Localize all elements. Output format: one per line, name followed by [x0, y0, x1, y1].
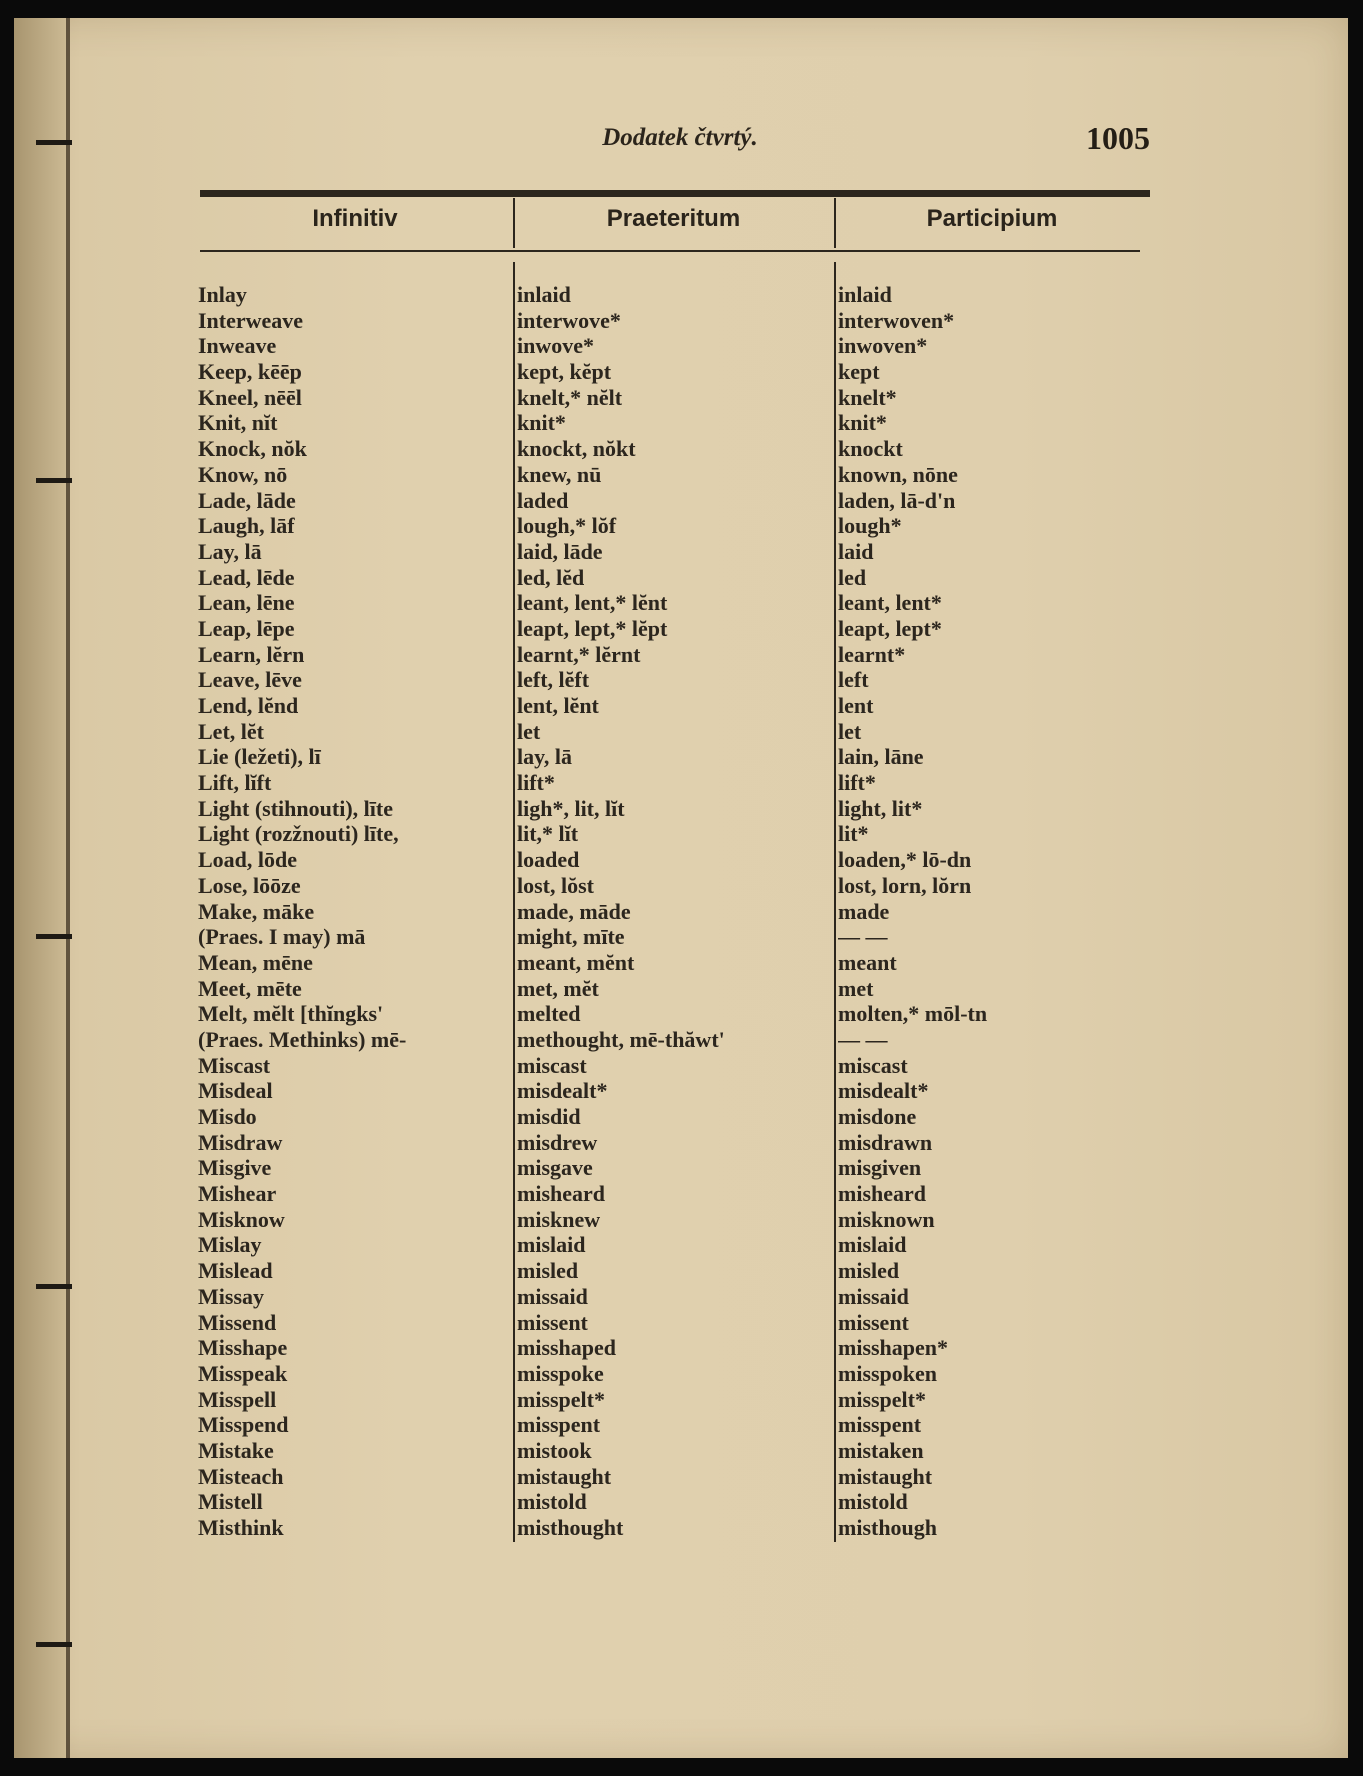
infinitiv-cell: Laugh, lāf [198, 513, 295, 539]
participium-cell: leant, lent* [838, 590, 942, 616]
infinitiv-cell: Misshape [198, 1335, 288, 1361]
participium-cell: lit* [838, 821, 869, 847]
participium-cell: lough* [838, 513, 902, 539]
infinitiv-cell: Load, lōde [198, 847, 298, 873]
participium-cell: missaid [838, 1283, 909, 1309]
praeteritum-cell: misspelt* [517, 1386, 605, 1412]
praeteritum-cell: inlaid [517, 282, 571, 307]
participium-cell: learnt* [838, 641, 906, 667]
participium-cell: led [838, 564, 867, 590]
column-header-participium: Participium [926, 205, 1058, 232]
infinitiv-cell: (Praes. Methinks) mē- [198, 1026, 407, 1052]
participium-cell: lift* [838, 770, 876, 796]
participium-cell: mistold [838, 1489, 908, 1515]
praeteritum-cell: lough,* lŏf [517, 513, 617, 539]
participium-cell: left [838, 667, 869, 693]
participium-cell: loaden,* lō-dn [838, 847, 972, 873]
infinitiv-cell: Misdraw [198, 1129, 283, 1155]
infinitiv-cell: (Praes. I may) mā [198, 924, 366, 950]
participium-cell: knelt* [838, 384, 897, 410]
column-divider [513, 198, 515, 248]
praeteritum-cell: leant, lent,* lĕnt [517, 590, 668, 616]
praeteritum-cell: loaded [517, 847, 580, 873]
binding-thread [36, 478, 72, 483]
participium-cell: misgiven [838, 1155, 922, 1181]
infinitiv-cell: Interweave [198, 307, 304, 333]
infinitiv-cell: Misteach [198, 1463, 284, 1489]
infinitiv-cell: Lean, lēne [198, 590, 295, 616]
praeteritum-cell: misdid [517, 1104, 581, 1129]
infinitiv-cell: Misspend [198, 1412, 289, 1438]
praeteritum-cell: mislaid [517, 1232, 586, 1258]
participium-cell: knockt [838, 436, 903, 462]
infinitiv-cell: Mislay [198, 1232, 262, 1258]
praeteritum-cell: miscast [517, 1052, 587, 1078]
infinitiv-cell: Leap, lēpe [198, 615, 295, 641]
participium-cell: knit* [838, 410, 887, 436]
praeteritum-cell: knew, nū [517, 461, 602, 487]
infinitiv-cell: Misgive [198, 1155, 272, 1181]
participium-cell: misdealt* [838, 1078, 929, 1104]
praeteritum-cell: misgave [517, 1155, 593, 1181]
page-number: 1005 [1086, 120, 1150, 156]
infinitiv-cell: Mistake [198, 1437, 274, 1463]
participium-cell: misheard [838, 1181, 926, 1207]
participium-cell: misspelt* [838, 1386, 926, 1412]
praeteritum-cell: misknew [517, 1206, 601, 1232]
praeteritum-cell: interwove* [517, 307, 621, 333]
infinitiv-cell: Missend [198, 1309, 277, 1335]
infinitiv-cell: Learn, lĕrn [198, 641, 305, 667]
participium-cell: met [838, 975, 874, 1001]
praeteritum-cell: misheard [517, 1181, 605, 1207]
binding-thread [36, 1284, 72, 1289]
infinitiv-cell: Know, nō [198, 461, 288, 487]
praeteritum-cell: melted [517, 1001, 581, 1027]
participium-cell: misthough [838, 1515, 938, 1540]
participium-cell: inwoven* [838, 333, 928, 359]
praeteritum-cell: lift* [517, 770, 555, 796]
participium-cell: miscast [838, 1052, 908, 1078]
column-header-praeteritum: Praeteritum [606, 205, 741, 232]
praeteritum-cell: lit,* lĭt [517, 821, 579, 847]
infinitiv-cell: Misdo [198, 1104, 257, 1129]
participium-cell: misknown [838, 1206, 935, 1232]
praeteritum-cell: might, mīte [517, 924, 625, 950]
infinitiv-cell: Kneel, nēēl [198, 384, 302, 410]
participium-cell: misdone [838, 1104, 917, 1129]
infinitiv-cell: Melt, mĕlt [thĭngks' [198, 1001, 384, 1027]
praeteritum-column [517, 282, 831, 1541]
infinitiv-cell: Lay, lā [198, 538, 262, 564]
praeteritum-cell: laded [517, 487, 569, 513]
participium-cell: let [838, 718, 862, 744]
infinitiv-cell: Inlay [198, 282, 247, 307]
praeteritum-cell: laid, lāde [517, 538, 603, 564]
praeteritum-cell: mistold [517, 1489, 587, 1515]
participium-cell: kept [838, 359, 880, 385]
praeteritum-cell: mistaught [517, 1463, 612, 1489]
infinitiv-cell: Mislead [198, 1258, 273, 1284]
infinitiv-cell: Lose, lōōze [198, 872, 301, 898]
participium-cell: laid [838, 538, 874, 564]
infinitiv-cell: Misdeal [198, 1078, 273, 1104]
column-divider [513, 262, 515, 1542]
participium-cell: misspoken [838, 1360, 938, 1386]
participium-cell: inlaid [838, 282, 892, 307]
infinitiv-cell: Lend, lĕnd [198, 693, 299, 718]
praeteritum-cell: misdrew [517, 1129, 598, 1155]
participium-cell: leapt, lept* [838, 615, 942, 641]
participium-cell: known, nōne [838, 461, 958, 487]
praeteritum-cell: knit* [517, 410, 566, 436]
infinitiv-cell: Mean, mēne [198, 949, 313, 975]
column-header-infinitiv: Infinitiv [312, 205, 398, 232]
praeteritum-cell: misled [517, 1258, 579, 1284]
participium-cell: meant [838, 949, 897, 975]
participium-cell: misdrawn [838, 1129, 933, 1155]
infinitiv-cell: Inweave [198, 333, 277, 359]
praeteritum-cell: misshaped [517, 1335, 617, 1361]
participium-cell: laden, lā-d'n [838, 487, 956, 513]
praeteritum-cell: methought, mē-thăwt' [517, 1026, 725, 1052]
infinitiv-cell: Leave, lēve [198, 667, 302, 693]
praeteritum-cell: inwove* [517, 333, 594, 359]
participium-cell: made [838, 898, 890, 924]
praeteritum-cell: made, māde [517, 898, 631, 924]
participium-cell: lost, lorn, lŏrn [838, 872, 972, 898]
participium-cell: mistaught [838, 1463, 933, 1489]
participium-cell: lain, lāne [838, 744, 924, 770]
infinitiv-cell: Misspell [198, 1386, 277, 1412]
table-header-rule [200, 250, 1140, 252]
praeteritum-cell: missaid [517, 1283, 588, 1309]
running-header: Dodatek čtvrtý. [602, 124, 758, 151]
infinitiv-cell: Knock, nŏk [198, 436, 307, 462]
praeteritum-cell: misthought [517, 1515, 624, 1540]
praeteritum-cell: lost, lŏst [517, 872, 594, 898]
praeteritum-cell: knelt,* nĕlt [517, 384, 623, 410]
infinitiv-cell: Lie (ležeti), lī [198, 744, 321, 770]
praeteritum-cell: meant, mĕnt [517, 949, 635, 975]
infinitiv-cell: Lade, lāde [198, 487, 296, 513]
praeteritum-cell: met, mĕt [517, 975, 599, 1001]
infinitiv-cell: Lift, lĭft [198, 770, 272, 796]
praeteritum-cell: knockt, nŏkt [517, 436, 636, 462]
infinitiv-cell: Keep, kēēp [198, 359, 302, 385]
participium-column [838, 282, 1148, 1541]
infinitiv-column [198, 282, 510, 1541]
praeteritum-cell: let [517, 718, 541, 744]
infinitiv-cell: Light (rozžnouti) līte, [198, 821, 399, 847]
participium-cell: — — [838, 1026, 888, 1052]
infinitiv-cell: Meet, mēte [198, 975, 302, 1001]
praeteritum-cell: missent [517, 1309, 588, 1335]
participium-cell: molten,* mōl-tn [838, 1001, 988, 1027]
praeteritum-cell: misdealt* [517, 1078, 608, 1104]
infinitiv-cell: Mishear [198, 1181, 277, 1207]
participium-cell: lent [838, 693, 874, 718]
infinitiv-cell: Make, māke [198, 898, 315, 924]
praeteritum-cell: leapt, lept,* lĕpt [517, 615, 668, 641]
binding-shadow [14, 18, 66, 1758]
participium-cell: misled [838, 1258, 900, 1284]
praeteritum-cell: lent, lĕnt [517, 693, 599, 718]
participium-cell: interwoven* [838, 307, 955, 333]
binding-thread [36, 1642, 72, 1647]
infinitiv-cell: Miscast [198, 1052, 271, 1078]
binding-fold [66, 18, 70, 1758]
praeteritum-cell: kept, kĕpt [517, 359, 612, 385]
infinitiv-cell: Lead, lēde [198, 564, 295, 590]
participium-cell: mislaid [838, 1232, 907, 1258]
infinitiv-cell: Mistell [198, 1489, 263, 1515]
infinitiv-cell: Misthink [198, 1515, 284, 1540]
infinitiv-cell: Knit, nĭt [198, 410, 278, 436]
infinitiv-cell: Light (stihnouti), līte [198, 795, 393, 821]
column-divider [834, 198, 836, 248]
column-divider [834, 262, 836, 1542]
participium-cell: — — [838, 924, 888, 950]
infinitiv-cell: Let, lĕt [198, 718, 264, 744]
praeteritum-cell: left, lĕft [517, 667, 590, 693]
participium-cell: light, lit* [838, 795, 923, 821]
participium-cell: misspent [838, 1412, 922, 1438]
participium-cell: missent [838, 1309, 909, 1335]
praeteritum-cell: mistook [517, 1437, 592, 1463]
praeteritum-cell: misspoke [517, 1360, 604, 1386]
praeteritum-cell: lay, lā [517, 744, 573, 770]
infinitiv-cell: Misknow [198, 1206, 285, 1232]
binding-thread [36, 140, 72, 145]
praeteritum-cell: learnt,* lĕrnt [517, 641, 641, 667]
participium-cell: mistaken [838, 1437, 924, 1463]
infinitiv-cell: Missay [198, 1283, 264, 1309]
table-top-rule [200, 190, 1150, 197]
participium-cell: misshapen* [838, 1335, 949, 1361]
praeteritum-cell: led, lĕd [517, 564, 585, 590]
praeteritum-cell: ligh*, lit, lĭt [517, 795, 625, 821]
binding-thread [36, 934, 72, 939]
infinitiv-cell: Misspeak [198, 1360, 288, 1386]
praeteritum-cell: misspent [517, 1412, 601, 1438]
